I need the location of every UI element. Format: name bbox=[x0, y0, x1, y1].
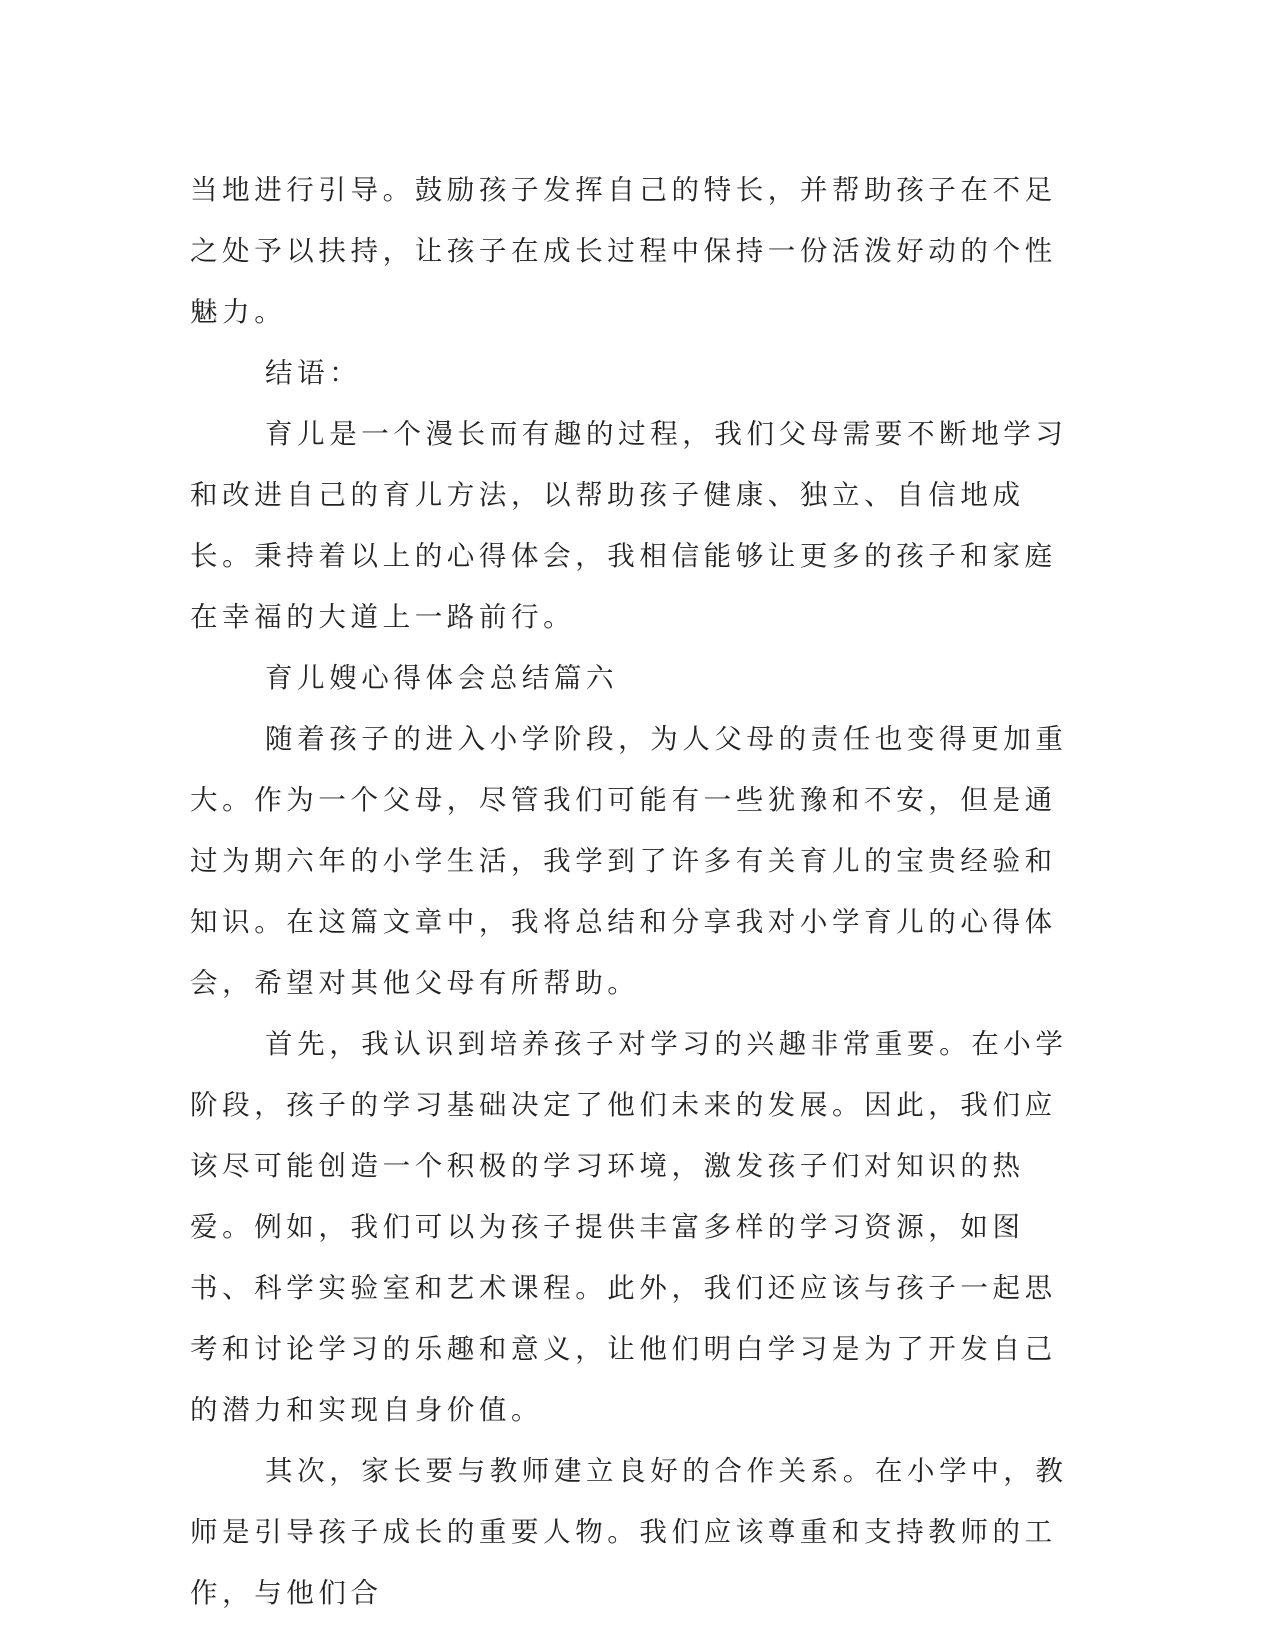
paragraph-first: 首先，我认识到培养孩子对学习的兴趣非常重要。在小学阶段，孩子的学习基础决定了他们未来的发展。因此，我们应该尽可能创造一个积极的学习环境，激发孩子们对知识的热爱。例如，我们可以为孩子提供丰富多样的学习资源，如图书、科学实验室和艺术课程。此外，我们还应该与孩子一起思考和讨论学习的乐趣和意义，让他们明白学习是为了开发自己的潜力和实现自身价值。 bbox=[190, 1028, 1068, 1426]
paragraph-continuation: 当地进行引导。鼓励孩子发挥自己的特长，并帮助孩子在不足之处予以扶持，让孩子在成长过程中保持一份活泼好动的个性魅力。 bbox=[190, 174, 1057, 328]
conclusion-heading: 结语： bbox=[265, 357, 362, 389]
paragraph-second: 其次，家长要与教师建立良好的合作关系。在小学中，教师是引导孩子成长的重要人物。我们应该尊重和支持教师的工作，与他们合 bbox=[190, 1455, 1068, 1609]
paragraph-conclusion: 育儿是一个漫长而有趣的过程，我们父母需要不断地学习和改进自己的育儿方法，以帮助孩子健康、独立、自信地成长。秉持着以上的心得体会，我相信能够让更多的孩子和家庭在幸福的大道上一路前行。 bbox=[190, 418, 1068, 633]
document-body bbox=[190, 160, 1080, 1624]
paragraph-intro: 随着孩子的进入小学阶段，为人父母的责任也变得更加重大。作为一个父母，尽管我们可能有一些犹豫和不安，但是通过为期六年的小学生活，我学到了许多有关育儿的宝贵经验和知识。在这篇文章中，我将总结和分享我对小学育儿的心得体会，希望对其他父母有所帮助。 bbox=[190, 723, 1068, 999]
section-title: 育儿嫂心得体会总结篇六 bbox=[265, 662, 619, 694]
